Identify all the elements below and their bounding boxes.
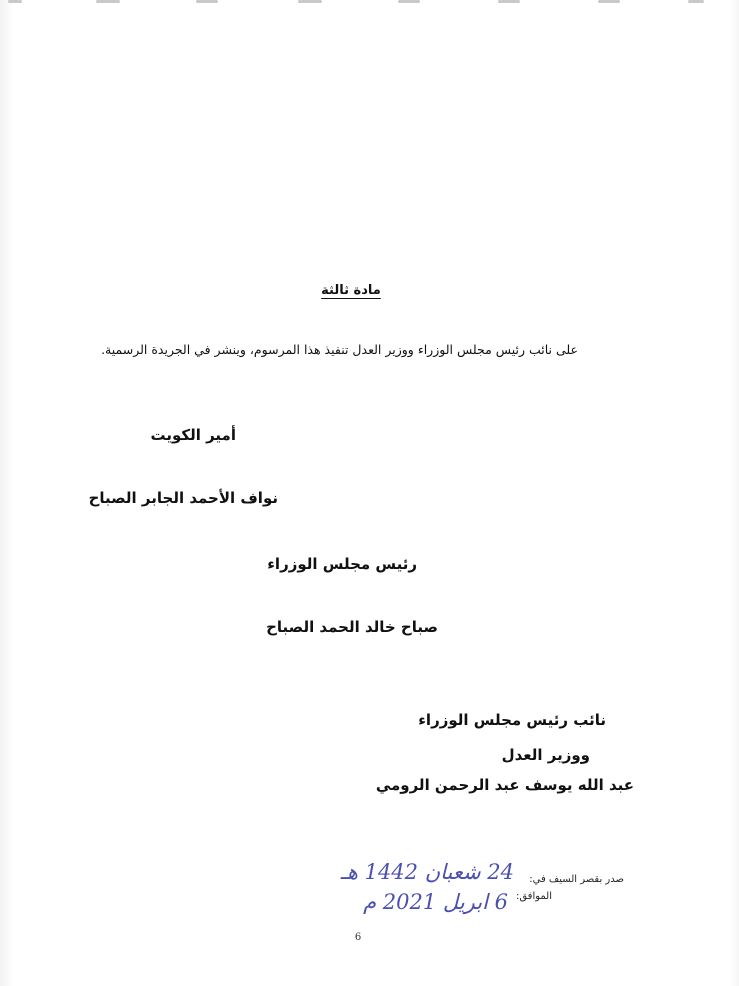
deputy-title: نائب رئيس مجلس الوزراء	[418, 711, 606, 729]
article-body: على نائب رئيس مجلس الوزراء ووزير العدل تنفيذ هذا المرسوم، وينشر في الجريدة الرسمية.	[101, 342, 578, 357]
prime-minister-title: رئيس مجلس الوزراء	[267, 555, 417, 573]
edge-mark	[196, 0, 218, 3]
edge-mark	[498, 0, 520, 3]
edge-mark	[688, 0, 704, 3]
edge-mark	[598, 0, 620, 3]
amir-name: نواف الأحمد الجابر الصباح	[88, 489, 278, 507]
edge-mark	[96, 0, 120, 3]
corresponding-label: الموافق:	[515, 891, 552, 902]
handwritten-hijri-date: 24 شعبان 1442 هـ	[340, 860, 514, 884]
article-heading: مادة ثالثة	[321, 283, 381, 298]
edge-mark	[298, 0, 322, 3]
edge-mark	[8, 0, 22, 3]
amir-title: أمير الكويت	[150, 426, 236, 444]
issued-place-label: صدر بقصر السيف في:	[529, 874, 624, 885]
edge-mark	[398, 0, 420, 3]
deputy-role: ووزير العدل	[501, 746, 590, 764]
page-number: 6	[354, 932, 362, 943]
deputy-name: عبد الله يوسف عبد الرحمن الرومي	[375, 776, 634, 794]
prime-minister-name: صباح خالد الحمد الصباح	[266, 618, 438, 636]
handwritten-gregorian-date: 6 ابريل 2021 م	[363, 890, 508, 914]
